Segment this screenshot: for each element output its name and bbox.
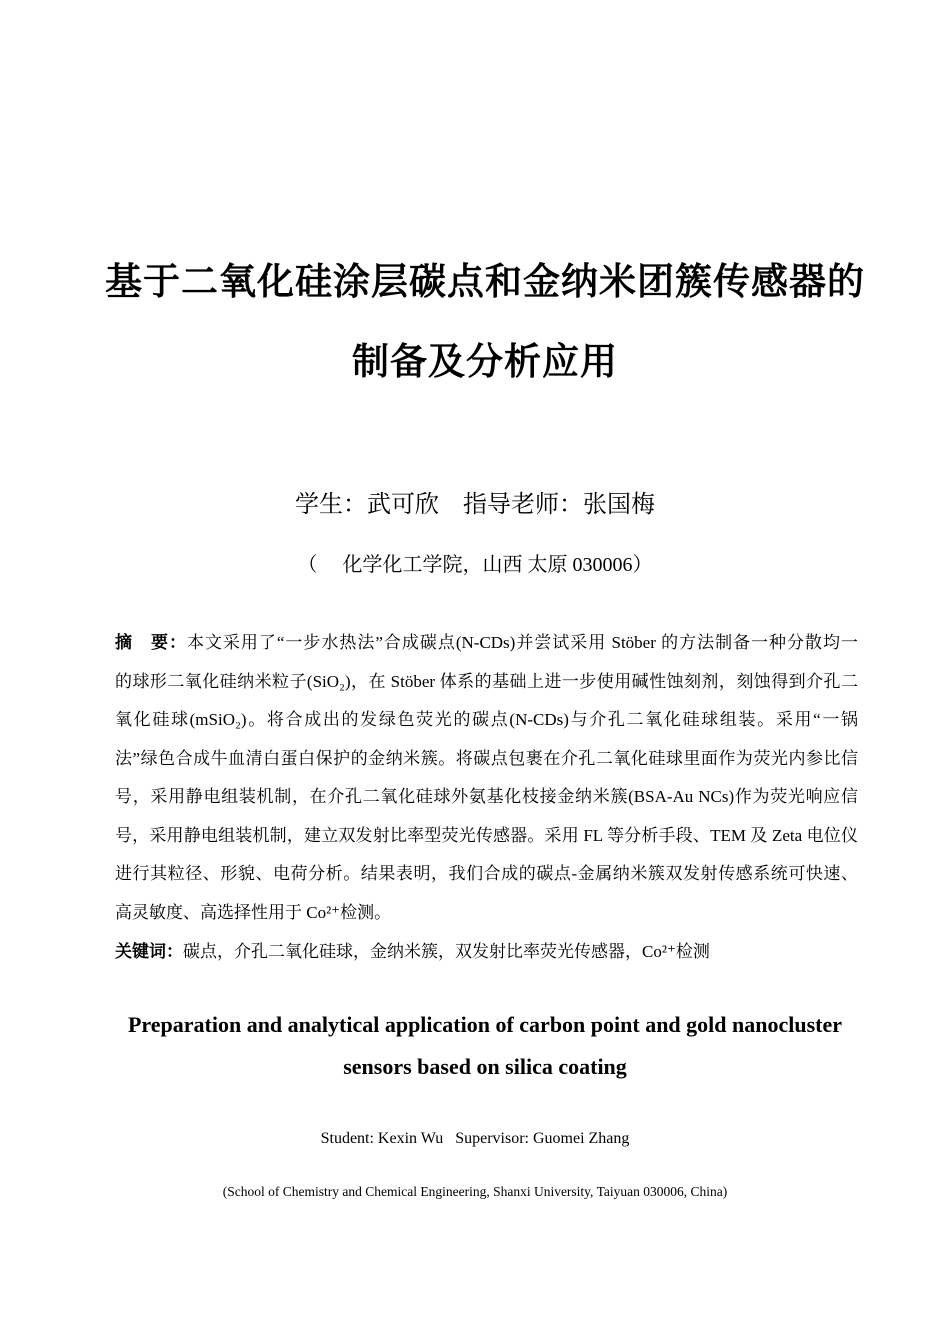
affiliation-chinese: （ 化学化工学院，山西 太原 030006） bbox=[297, 554, 653, 576]
abstract-label: 摘 要： bbox=[115, 633, 187, 652]
thesis-title-english bbox=[90, 1004, 880, 1088]
student-supervisor-chinese: 学生：武可欣 指导老师：张国梅 bbox=[295, 492, 655, 518]
thesis-title-chinese-line2: 制备及分析应用 bbox=[352, 341, 618, 382]
keywords-line bbox=[115, 933, 858, 972]
thesis-title-chinese bbox=[90, 242, 880, 402]
abstract-line bbox=[115, 624, 858, 663]
abstract-line: 法”绿色合成牛血清白蛋白保护的金纳米簇。将碳点包裹在介孔二氧化硅球里面作为荧光内参比信 bbox=[115, 748, 858, 768]
abstract-line: 号，采用静电组装机制，在介孔二氧化硅球外氨基化枝接金纳米簇(BSA-Au NCs)作为荧光响应信 bbox=[115, 787, 858, 806]
abstract-line: 进行其粒径、形貌、电荷分析。结果表明，我们合成的碳点-金属纳米簇双发射传感系统可快速、 bbox=[115, 864, 858, 883]
keywords-label: 关键词： bbox=[115, 942, 183, 961]
abstract-line: 氧化硅球(mSiO₂)。将合成出的发绿色荧光的碳点(N-CDs)与介孔二氧化硅球组装。采用“一锅 bbox=[115, 710, 858, 729]
affiliation-english: (School of Chemistry and Chemical Engineering, Shanxi University, Taiyuan 030006, China) bbox=[222, 1184, 728, 1199]
abstract-line: 高灵敏度、高选择性用于 Co²⁺检测。 bbox=[115, 902, 392, 922]
abstract-line: 的球形二氧化硅纳米粒子(SiO₂)，在 Stöber 体系的基础上进一步使用碱性蚀刻剂，刻蚀得到介孔二 bbox=[115, 671, 858, 691]
thesis-title-english-line2: sensors based on silica coating bbox=[343, 1054, 627, 1079]
keywords-text: 碳点，介孔二氧化硅球，金纳米簇，双发射比率荧光传感器，Co²⁺检测 bbox=[183, 942, 710, 961]
thesis-title-english-line1: Preparation and analytical application of carbon point and gold nanocluster bbox=[127, 1012, 843, 1037]
abstract-line: 号，采用静电组装机制，建立双发射比率型荧光传感器。采用 FL 等分析手段、TEM 及 Zeta 电位仪 bbox=[115, 825, 858, 845]
abstract-text: 本文采用了“一步水热法”合成碳点(N-CDs)并尝试采用 Stöber 的方法制备一种分散均一 bbox=[186, 633, 858, 652]
thesis-title-chinese-line1: 基于二氧化硅涂层碳点和金纳米团簇传感器的 bbox=[105, 261, 865, 302]
abstract-paragraph bbox=[115, 624, 858, 932]
student-supervisor-english: Student: Kexin Wu Supervisor: Guomei Zhang bbox=[320, 1130, 630, 1147]
